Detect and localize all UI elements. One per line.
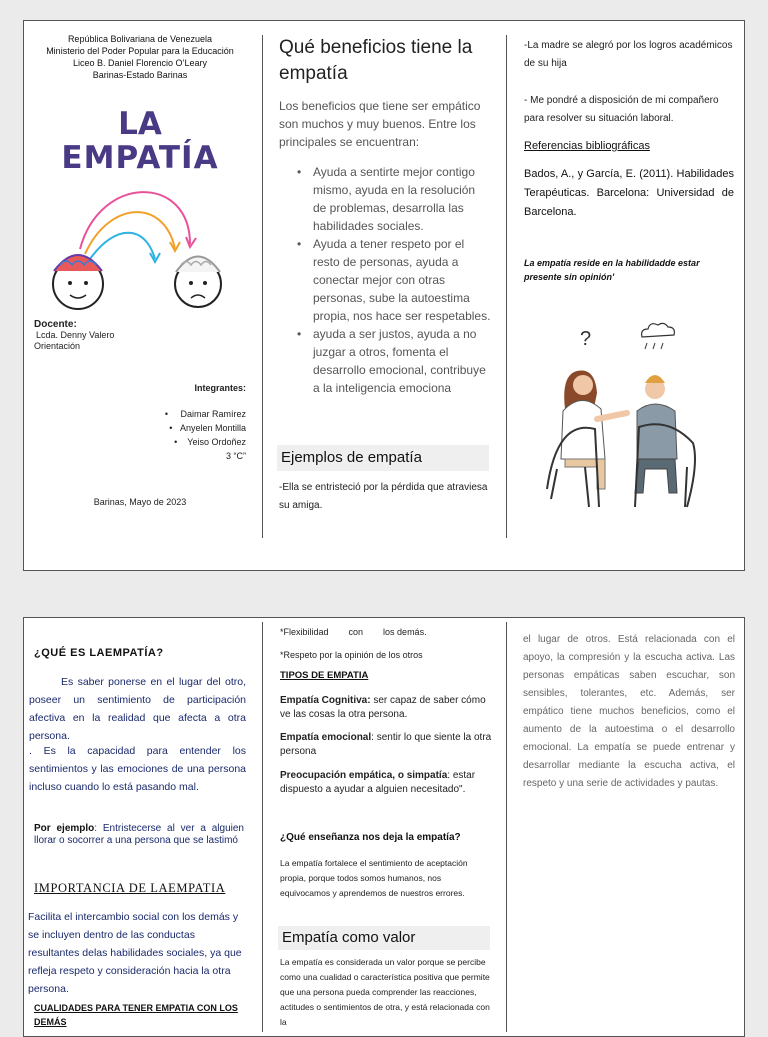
empathy-quote: La empatía reside en la habilidadde estar presente sin opinión' <box>524 258 700 282</box>
benefits-list <box>279 163 491 397</box>
integrantes-list <box>124 407 246 463</box>
header-line: Ministerio del Poder Popular para la Educación <box>46 46 234 56</box>
question-mark: ? <box>580 328 592 350</box>
cover-title-line1: LA <box>118 106 162 142</box>
integrante-item: • Daimar Ramírez <box>164 409 246 419</box>
importance-text: Facilita el intercambio social con los demás y se incluyen dentro de las conductas resultantes delas habilidades sociales, ya que refleja respeto y consideración hacia la otra persona. <box>28 911 242 995</box>
integrante-item: • Anyelen Montilla <box>169 423 246 433</box>
value-continued-text: el lugar de otros. Está relacionada con el apoyo, la compresión y la escucha activa. Las personas empáticas saben escuchar, son sensibles, tolerantes, etc. Además, ser empático tiene muchos beneficios, como el aumento de la autoestima o el desarrollo emocional. La empatía se puede entrenar y desarrollar mediante la escucha activa, el respeto y una serie de actividades y pautas. <box>523 634 735 789</box>
benefits-title: Qué beneficios tiene la empatía <box>279 37 473 84</box>
benefit-item: • Ayuda a tener respeto por el resto de personas, ayuda a conectar mejor con otras personas, sube la autoestima propia, nos hace ser respetables. <box>297 237 491 323</box>
header-line: Liceo B. Daniel Florencio O’Leary <box>72 58 208 68</box>
benefit-item: • ayuda a ser justos, ayuda a no juzgar a otros, fomenta el desarrollo emocional, contribuye a la inteligencia emociona <box>297 327 486 395</box>
fold-line <box>506 622 507 1032</box>
docente-role: Orientación <box>34 341 81 351</box>
type-sympathy: Preocupación empática, o simpatía: estar dispuesto a ayudar a alguien necesitado". <box>280 770 476 795</box>
definition-text: Es saber ponerse en el lugar del otro, poseer un sentimiento de participación afectiva en la realidad que afecta a otra persona. <box>29 676 246 742</box>
types-title: TIPOS DE EMPATIA <box>280 670 369 681</box>
example-text: -La madre se alegró por los logros académicos de su hija <box>524 40 733 69</box>
brochure-outside-sheet <box>23 20 745 571</box>
benefit-item: • Ayuda a sentirte mejor contigo mismo, ayuda en la resolución de problemas, desarrolla las habilidades sociales. <box>297 165 476 233</box>
example-paragraph: Por ejemplo: Entristecerse al ver a alguien llorar o socorrer a una persona que se lastimó <box>34 823 244 846</box>
empathy-illustration <box>40 179 250 314</box>
docente-name: Lcda. Denny Valero <box>36 330 115 340</box>
references-text: Bados, A., y García, E. (2011). Habilidades Terapéuticas. Barcelona: Universidad de Barcelona. <box>524 168 734 218</box>
fold-line <box>262 622 263 1032</box>
cover-title-line2: EMPATÍA <box>61 140 219 176</box>
flexibility-line: *Flexibilidad con los demás. <box>280 627 427 637</box>
examples-title: Ejemplos de empatía <box>277 445 489 471</box>
docente-label: Docente: <box>34 319 77 330</box>
teacher-block <box>34 319 114 352</box>
fold-line <box>262 35 263 538</box>
lesson-text: La empatía fortalece el sentimiento de aceptación propia, porque todos somos humanos, nos equivocamos y aprendemos de nuestros errores. <box>280 858 468 898</box>
header-line: República Bolivariana de Venezuela <box>67 34 213 44</box>
example-text: - Me pondré a disposición de mi compañero para resolver su situación laboral. <box>524 95 719 124</box>
benefits-intro: Los beneficios que tiene ser empático son muchos y muy buenos. Entre los principales se encuentran: <box>279 99 481 149</box>
brochure-inside-sheet <box>23 617 745 1037</box>
integrantes-label: Integrantes: <box>194 383 246 393</box>
type-cognitive: Empatía Cognitiva: ser capaz de saber cómo ve las cosas la otra persona. <box>280 695 486 720</box>
place-date: Barinas, Mayo de 2023 <box>93 497 187 507</box>
respect-line: *Respeto por la opinión de los otros <box>280 650 423 660</box>
example-text: -Ella se entristeció por la pérdida que atraviesa su amiga. <box>279 482 488 511</box>
grade-label: 3 “C” <box>226 451 246 461</box>
fold-line <box>506 35 507 538</box>
definition-text: . Es la capacidad para entender los sentimientos y las emociones de una persona incluso cuando lo está pasando mal. <box>29 745 246 793</box>
school-header <box>24 33 256 81</box>
header-line: Barinas-Estado Barinas <box>92 70 188 80</box>
cover-title <box>24 107 256 175</box>
type-emotional: Empatía emocional: sentir lo que siente la otra persona <box>280 732 492 757</box>
references-title: Referencias bibliográficas <box>524 140 650 152</box>
people-illustration <box>539 319 709 514</box>
value-text: La empatía es considerada un valor porque se percibe como una cualidad o característica positiva que permite que una persona pueda comprender las reacciones, actitudes o sentimientos de otra, y está relacionada con la <box>280 957 490 1027</box>
qualities-title: CUALIDADES PARA TENER EMPATIA CON LOS DEMÁS <box>34 1003 238 1027</box>
value-title: Empatía como valor <box>278 926 490 950</box>
lesson-title: ¿Qué enseñanza nos deja la empatía? <box>280 832 461 843</box>
integrante-item: • Yeiso Ordoñez <box>174 437 246 447</box>
what-is-title: ¿QUÉ ES LAEMPATÍA? <box>34 647 164 659</box>
importance-title: IMPORTANCIA DE LAEMPATIA <box>34 881 226 895</box>
